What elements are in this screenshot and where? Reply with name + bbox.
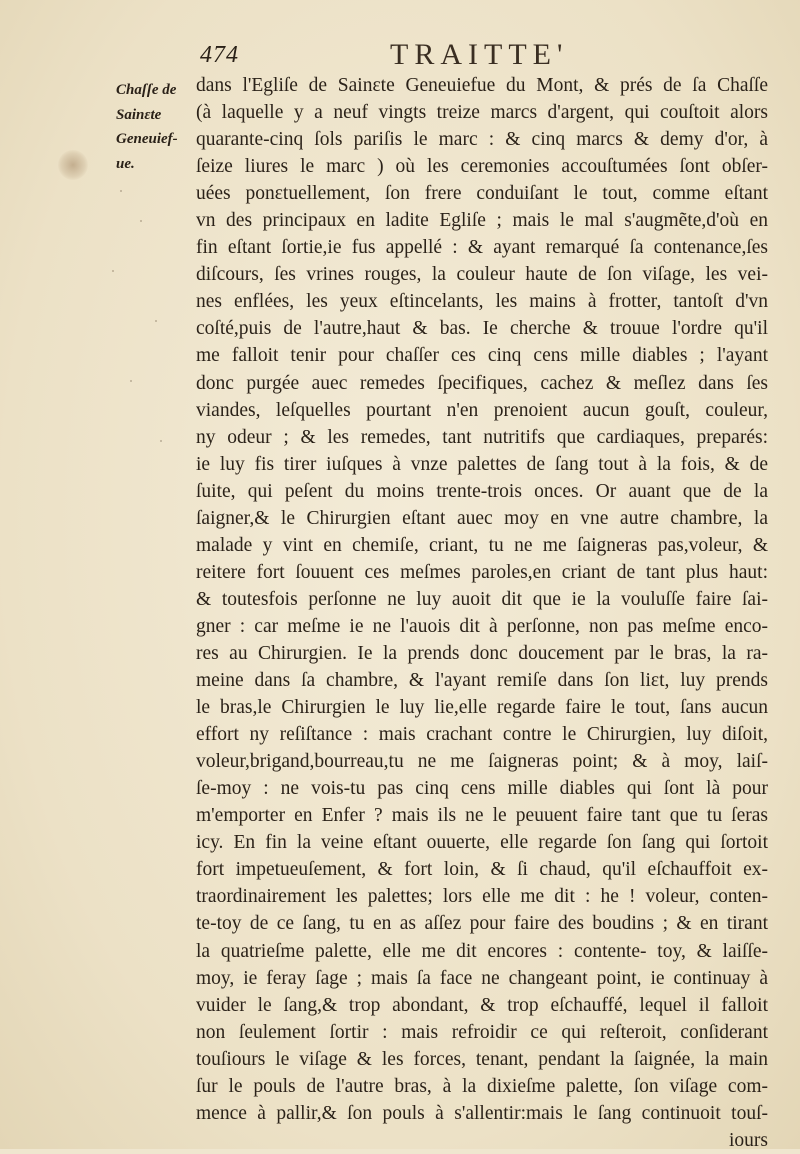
text-line: fort impetueuſement, & fort loin, & ſi chaud, qu'il eſchauffoit ex-	[196, 859, 768, 881]
text-line: diſcours, ſes vrines rouges, la couleur haute de ſon viſage, les vei-	[196, 264, 768, 286]
text-line: le bras,le Chirurgien le luy lie,elle regarde faire le tout, ſans aucun	[196, 697, 768, 719]
margin-note-line: Chaſſe de	[116, 82, 177, 98]
margin-note-line: ue.	[116, 155, 135, 172]
text-line: non ſeulement ſortir : mais refroidir ce qui reſteroit, conſiderant	[196, 1021, 768, 1043]
catchword: iours	[729, 1129, 768, 1151]
text-line: reitere fort ſouuent ces meſmes paroles,en criant de tant plus haut:	[196, 561, 768, 583]
text-line: ſeize liures le marc ) où les ceremonies accouſtumées ſont obſer-	[196, 156, 768, 178]
page-specks	[100, 180, 190, 480]
text-line: (à laquelle y a neuf vingts treize marcs d'argent, qui couſtoit alors	[196, 102, 768, 124]
page-header	[0, 34, 800, 74]
text-line: meine dans ſa chambre, & l'ayant remiſe dans ſon liɛt, luy prends	[196, 670, 768, 692]
text-line: & toutesfois perſonne ne luy auoit dit que ie la vouluſſe faire ſai-	[196, 588, 768, 610]
text-line: quarante-cinq ſols pariſis le marc : & cinq marcs & demy d'or, à	[196, 129, 768, 151]
text-line: gner : car meſme ie ne l'auois dit à perſonne, non pas meſme enco-	[196, 615, 768, 637]
text-line: ſuite, qui peſent du moins trente-trois onces. Or auant que de la	[196, 480, 768, 502]
text-line: nes enflées, les yeux eſtincelants, les mains à frotter, tantoſt d'vn	[196, 291, 768, 313]
text-line: ſur le pouls de l'autre bras, à la dixieſme palette, ſon viſage com-	[196, 1075, 768, 1097]
text-line: icy. En fin la veine eſtant ouuerte, elle regarde ſon ſang qui ſortoit	[196, 832, 768, 854]
text-line: donc purgée auec remedes ſpecifiques, cachez & meſlez dans ſes	[196, 372, 768, 394]
text-line: voleur,brigand,bourreau,tu ne me ſaigneras point; & à moy, laiſ-	[196, 751, 768, 773]
body-text	[196, 72, 768, 1154]
text-line: effort ny reſiſtance : mais crachant contre le Chirurgien, luy diſoit,	[196, 724, 768, 746]
text-line: malade y vint en chemiſe, criant, tu ne me ſaigneras pas,voleur, &	[196, 534, 768, 556]
text-line: la quatrieſme palette, elle me dit encores : contente- toy, & laiſſe-	[196, 940, 768, 962]
text-line: coſté,puis de l'autre,haut & bas. Ie cherche & trouue l'ordre qu'il	[196, 318, 768, 340]
text-line: dans l'Egliſe de Sainɛte Geneuiefue du Mont, & prés de ſa Chaſſe	[196, 75, 768, 96]
margin-note-line: Geneuief-	[116, 131, 178, 147]
text-line: vn des principaux en ladite Egliſe ; mais le mal s'augmẽte,d'où en	[196, 210, 768, 232]
text-line: touſiours le viſage & les forces, tenant, pendant la ſaignée, la main	[196, 1048, 768, 1070]
text-line: ny odeur ; & les remedes, tant nutritifs que cardiaques, preparés:	[196, 426, 768, 448]
ink-blot	[58, 150, 88, 180]
text-line: me falloit tenir pour chaſſer ces cinq cens mille diables ; l'ayant	[196, 345, 768, 367]
running-head: TRAITTE'	[390, 38, 569, 71]
text-line: mence à pallir,& ſon pouls à s'allentir:mais le ſang continuoit touſ-	[196, 1102, 768, 1124]
text-line: res au Chirurgien. Ie la prends donc doucement par le bras, la ra-	[196, 642, 768, 664]
text-line: ſaigner,& le Chirurgien eſtant auec moy en vne autre chambre, la	[196, 507, 768, 529]
text-line: m'emporter en Enfer ? mais ils ne le peuuent faire tant que tu ſeras	[196, 805, 768, 827]
margin-note-line: Sainɛte	[116, 106, 162, 123]
text-line: fin eſtant ſortie,ie fus appellé : & ayant remarqué ſa contenance,ſes	[196, 237, 768, 259]
text-line: ie luy fis tirer iuſques à vnze palettes de ſang tout à la fois, & de	[196, 453, 768, 475]
text-line: traordinairement les palettes; lors elle me dit : he ! voleur, conten-	[196, 886, 768, 908]
text-line: te-toy de ce ſang, tu en as aſſez pour faire des boudins ; & en tirant	[196, 913, 768, 935]
text-line: uées ponɛtuellement, ſon frere conduiſant le tout, comme eſtant	[196, 183, 768, 205]
page-number: 474	[200, 42, 239, 68]
text-line: ſe-moy : ne vois-tu pas cinq cens mille diables qui ſont là pour	[196, 778, 768, 800]
text-line: vuider le ſang,& trop abondant, & trop eſchauffé, lequel il falloit	[196, 994, 768, 1016]
text-line: viandes, leſquelles pourtant n'en prenoient aucun gouſt, couleur,	[196, 399, 768, 421]
margin-note	[116, 78, 196, 176]
text-line: moy, ie feray ſage ; mais ſa face ne changeant point, ie continuay à	[196, 967, 768, 989]
